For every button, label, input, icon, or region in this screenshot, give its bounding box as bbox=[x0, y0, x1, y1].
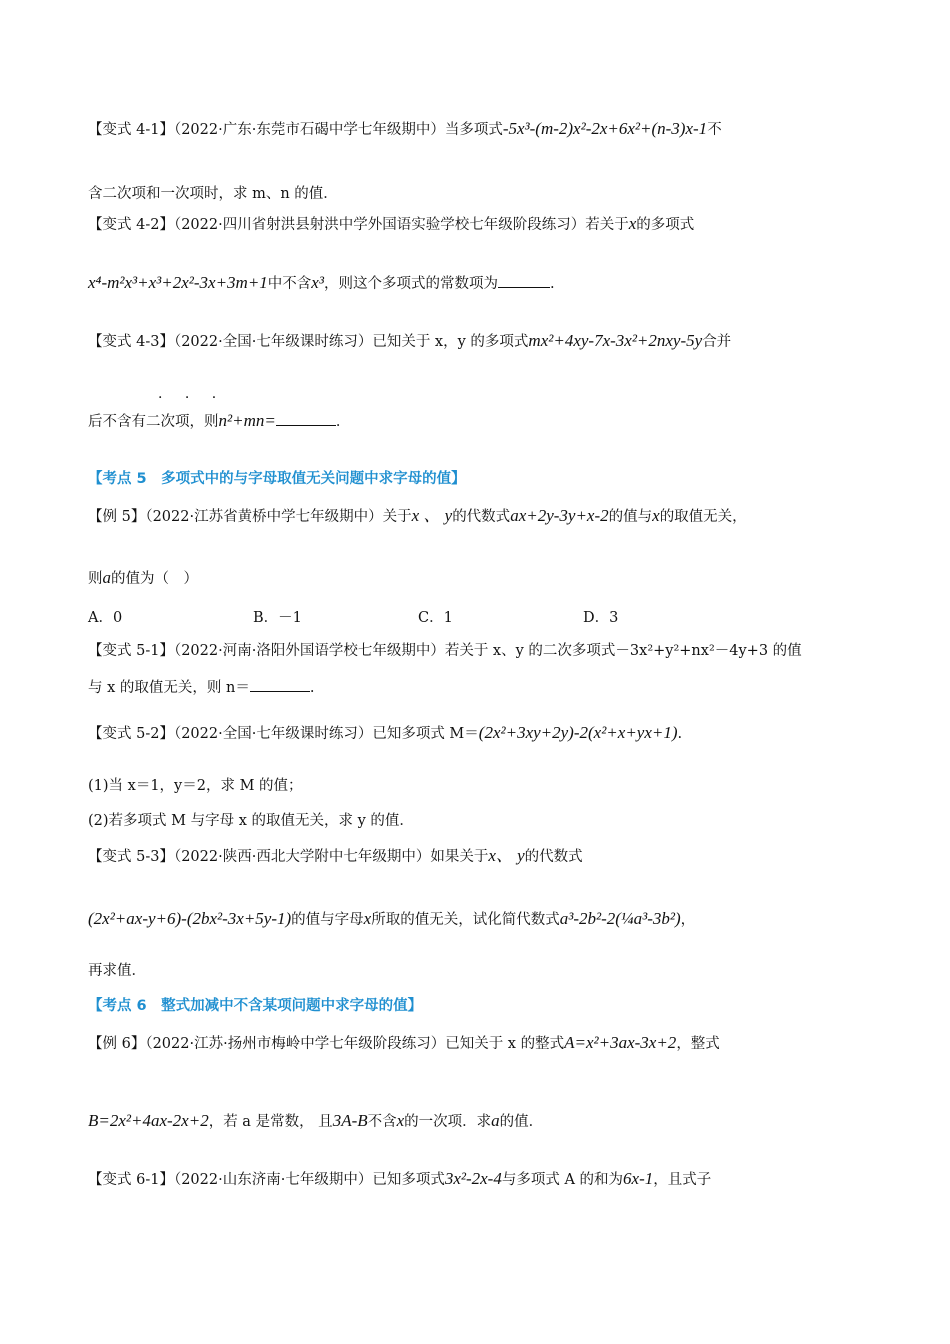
example-5-vars: x 、 y bbox=[411, 506, 453, 525]
variant-4-2-tail: ，则这个多项式的常数项为 bbox=[323, 276, 498, 292]
variant-4-2-var2: x³ bbox=[311, 273, 324, 292]
emphasis-dots: · · · bbox=[158, 390, 226, 406]
example-6-mid2: 不含 bbox=[367, 1114, 397, 1130]
variant-6-1-text: 【变式 6-1】（2022·山东济南·七年级期中）已知多项式 bbox=[88, 1172, 445, 1188]
answer-blank bbox=[276, 411, 336, 426]
variant-5-3-suffix: 的代数式 bbox=[524, 849, 583, 865]
variant-4-3-text: 【变式 4-3】（2022·全国·七年级课时练习）已知关于 x，y 的多项式 bbox=[88, 334, 529, 350]
example-6-var: x bbox=[396, 1111, 405, 1130]
variant-4-3-end: ． bbox=[335, 414, 351, 430]
variant-4-3-line2-text: 后不含有二次项，则 bbox=[88, 414, 219, 430]
example-5-tail: 的值与 bbox=[608, 509, 653, 525]
example-6 bbox=[88, 1032, 862, 1055]
variant-5-2-q1: (1)当 x＝1，y＝2，求 M 的值； bbox=[88, 778, 303, 794]
variant-6-1-expression2: 6x-1 bbox=[623, 1169, 654, 1188]
example-6-after: ，整式 bbox=[676, 1036, 720, 1052]
variant-5-2-end: . bbox=[677, 726, 683, 742]
example-5-line2var: a bbox=[102, 568, 111, 587]
variant-5-1-line2 bbox=[88, 677, 862, 699]
variant-5-1: 【变式 5-1】（2022·河南·洛阳外国语学校七年级期中）若关于 x、y 的二次多项式－3x²+y²+nx²－4y+3 的值 bbox=[88, 643, 802, 659]
variant-5-3-var: x bbox=[363, 909, 372, 928]
option-c: C．1 bbox=[418, 610, 453, 626]
example-6-text: 【例 6】（2022·江苏·扬州市梅岭中学七年级阶段练习）已知关于 x 的整式 bbox=[88, 1036, 565, 1052]
variant-4-2-line2 bbox=[88, 272, 862, 295]
example-5-line2 bbox=[88, 567, 862, 590]
example-5-mid: 的代数式 bbox=[452, 509, 511, 525]
variant-5-3-vars: x、 y bbox=[488, 846, 525, 865]
variant-4-2-var: x bbox=[628, 214, 637, 233]
example-6-expression2: B=2x²+4ax-2x+2 bbox=[88, 1111, 209, 1130]
variant-4-1-after: 不 bbox=[707, 122, 722, 138]
variant-4-2-suffix: 的多项式 bbox=[636, 217, 695, 233]
variant-4-3-expression2: n²+mn= bbox=[218, 411, 276, 430]
variant-5-3-expression: (2x²+ax-y+6)-(2bx²-3x+5y-1) bbox=[88, 909, 292, 928]
variant-4-2-text: 【变式 4-2】（2022·四川省射洪县射洪中学外国语实验学校七年级阶段练习）若关于 bbox=[88, 217, 629, 233]
variant-5-3-line2 bbox=[88, 908, 862, 931]
variant-5-3 bbox=[88, 845, 862, 868]
variant-4-3-line2 bbox=[88, 410, 862, 433]
option-a: A．0 bbox=[88, 610, 123, 626]
variant-5-3-expression2: a³-2b²-2(¼a³-3b²) bbox=[559, 909, 681, 928]
example-5-line2a: 则 bbox=[88, 571, 103, 587]
variant-4-2-expression: x⁴-m²x³+x³+2x²-3x+3m+1 bbox=[88, 273, 268, 292]
option-b: B．－1 bbox=[253, 610, 302, 626]
variant-5-3-line3: 再求值． bbox=[88, 963, 146, 979]
option-d: D．3 bbox=[583, 610, 619, 626]
example-5-expression: ax+2y-3y+x-2 bbox=[510, 506, 609, 525]
example-6-var2: a bbox=[491, 1111, 500, 1130]
example-6-expression: A=x²+3ax-3x+2 bbox=[564, 1033, 677, 1052]
variant-5-3-mid: 的值与字母 bbox=[291, 912, 364, 928]
answer-blank bbox=[250, 677, 310, 692]
variant-4-3 bbox=[88, 330, 862, 353]
example-5-var: x bbox=[652, 506, 660, 525]
variant-5-2-expression: (2x²+3xy+2y)-2(x²+x+yx+1) bbox=[478, 723, 678, 742]
variant-4-1-text: 【变式 4-1】（2022·广东·东莞市石碣中学七年级期中）当多项式 bbox=[88, 122, 503, 138]
example-5-text: 【例 5】（2022·江苏省黄桥中学七年级期中）关于 bbox=[88, 509, 412, 525]
variant-6-1-expression: 3x²-2x-4 bbox=[444, 1169, 502, 1188]
example-5-end: 的取值无关， bbox=[659, 509, 747, 525]
variant-5-2-q2: (2)若多项式 M 与字母 x 的取值无关，求 y 的值． bbox=[88, 813, 414, 829]
variant-6-1-end: ，且式子 bbox=[653, 1172, 712, 1188]
variant-5-1-end: . bbox=[309, 680, 315, 696]
variant-4-3-after: 合并 bbox=[702, 334, 732, 350]
example-6-end: 的值． bbox=[499, 1114, 544, 1130]
variant-5-1-line2-text: 与 x 的取值无关，则 n＝ bbox=[88, 680, 250, 696]
variant-5-2 bbox=[88, 722, 862, 745]
variant-6-1 bbox=[88, 1168, 862, 1191]
variant-4-2-end: . bbox=[549, 276, 555, 292]
variant-4-1 bbox=[88, 118, 862, 141]
variant-5-3-text: 【变式 5-3】（2022·陕西·西北大学附中七年级期中）如果关于 bbox=[88, 849, 489, 865]
answer-blank bbox=[498, 273, 550, 288]
section-6-title: 【考点 6 整式加减中不含某项问题中求字母的值】 bbox=[88, 998, 423, 1014]
variant-4-2 bbox=[88, 213, 862, 236]
example-6-expression3: 3A-B bbox=[332, 1111, 368, 1130]
example-5-line2b: 的值为（ ） bbox=[111, 571, 198, 587]
example-6-mid3: 的一次项．求 bbox=[404, 1114, 492, 1130]
example-5 bbox=[88, 505, 862, 528]
variant-5-3-end: ， bbox=[680, 912, 696, 928]
variant-4-1-line2: 含二次项和一次项时，求 m、n 的值． bbox=[88, 186, 338, 202]
variant-6-1-mid: 与多项式 A 的和为 bbox=[501, 1172, 624, 1188]
variant-4-3-expression: mx²+4xy-7x-3x²+2nxy-5y bbox=[528, 331, 703, 350]
variant-5-3-mid2: 所取的值无关，试化简代数式 bbox=[371, 912, 560, 928]
variant-4-2-mid: 中不含 bbox=[267, 276, 312, 292]
variant-4-1-expression: -5x³-(m-2)x²-2x+6x²+(n-3)x-1 bbox=[502, 119, 708, 138]
example-6-line2 bbox=[88, 1110, 862, 1133]
section-5-title: 【考点 5 多项式中的与字母取值无关问题中求字母的值】 bbox=[88, 471, 466, 487]
variant-5-2-text: 【变式 5-2】（2022·全国·七年级课时练习）已知多项式 M＝ bbox=[88, 726, 479, 742]
example-6-mid: ，若 a 是常数， 且 bbox=[208, 1114, 333, 1130]
